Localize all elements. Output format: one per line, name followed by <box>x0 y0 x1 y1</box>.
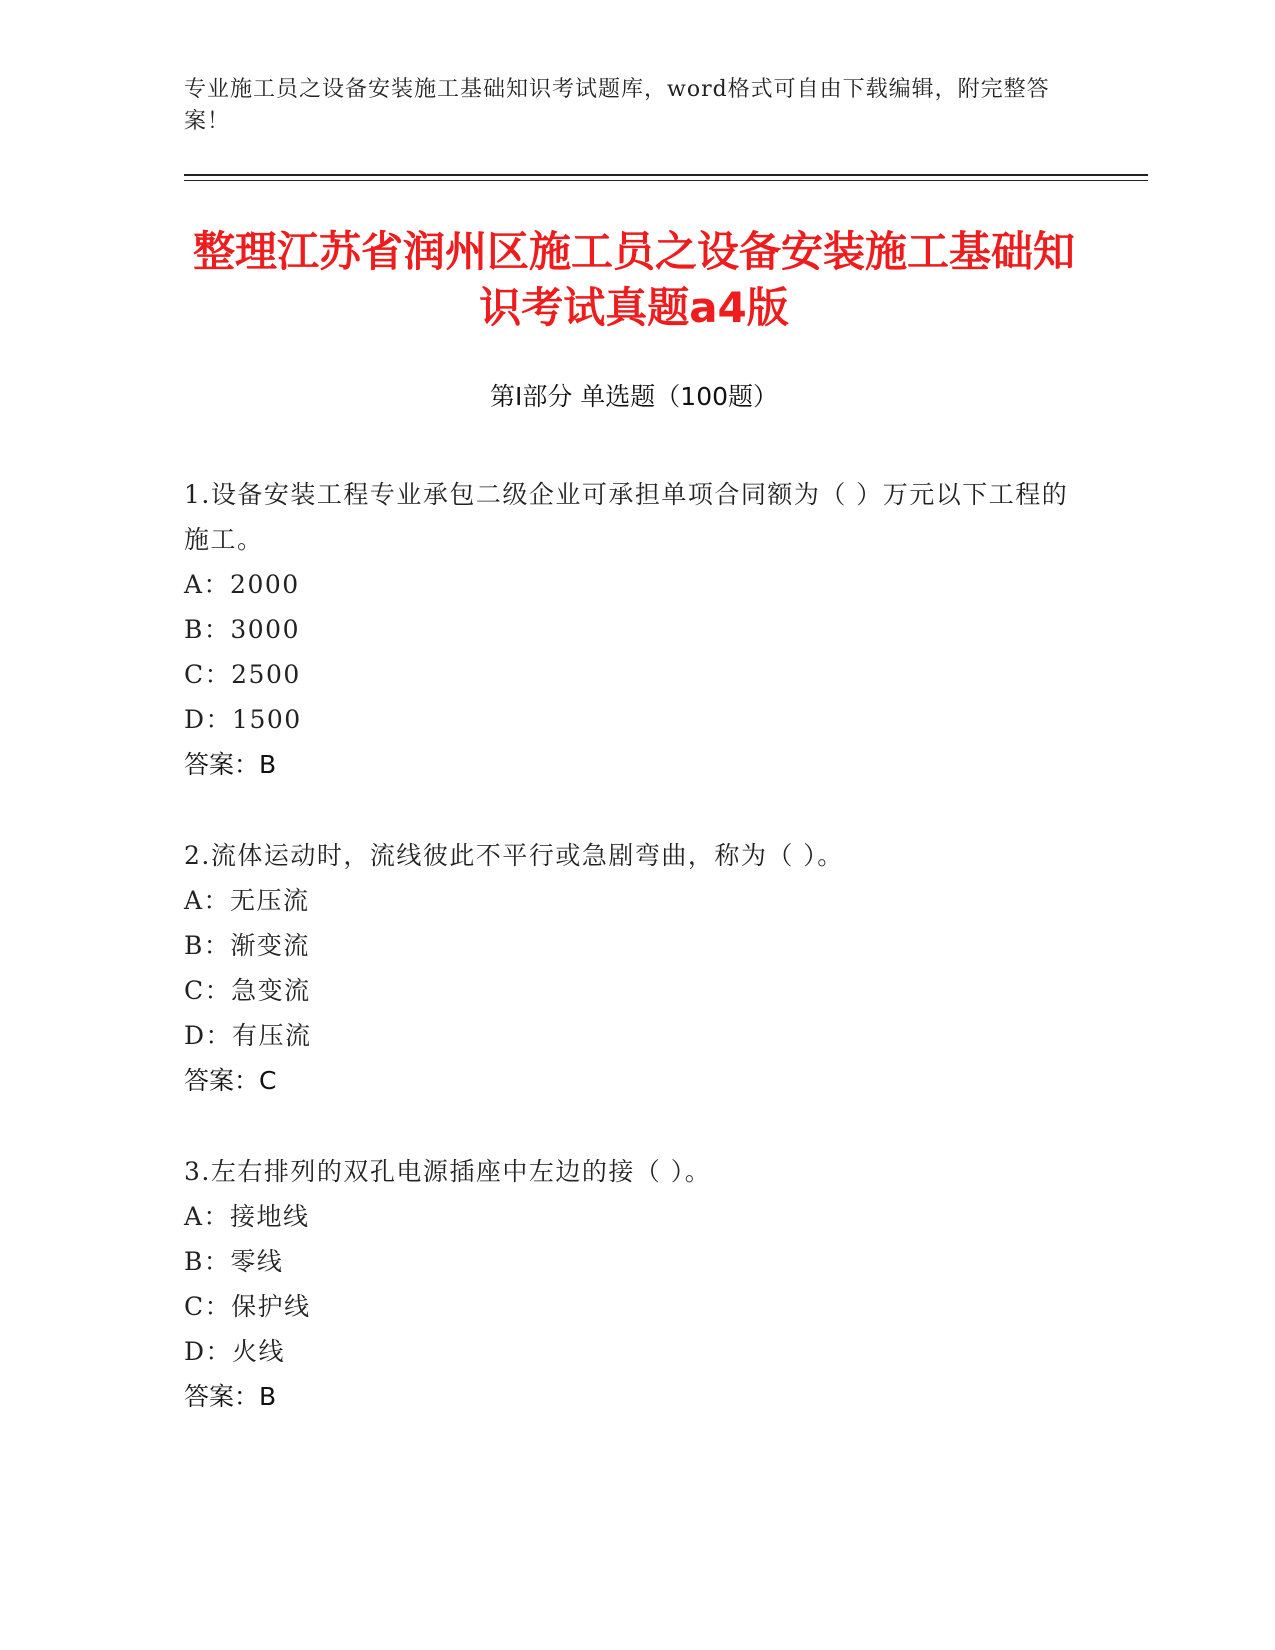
question-spacer <box>184 1103 1084 1149</box>
question-stem: 2.流体运动时，流线彼此不平行或急剧弯曲，称为（ ）。 <box>184 841 844 870</box>
option-d: D：1500 <box>184 705 302 734</box>
question-2 <box>184 833 1084 1103</box>
answer: 答案：B <box>184 750 277 779</box>
section-title: 第Ⅰ部分 单选题（100题） <box>489 382 779 411</box>
header-rule-thick <box>184 174 1148 176</box>
option-b: B：零线 <box>184 1247 284 1276</box>
option-a: A：接地线 <box>184 1202 310 1231</box>
answer: 答案：C <box>184 1066 277 1095</box>
question-3 <box>184 1149 1084 1419</box>
question-stem: 1.设备安装工程专业承包二级企业可承担单项合同额为（ ）万元以下工程的施工。 <box>184 480 1069 554</box>
option-c: C：急变流 <box>184 976 311 1005</box>
option-c: C：保护线 <box>184 1292 311 1321</box>
option-b: B：渐变流 <box>184 931 310 960</box>
answer: 答案：B <box>184 1382 277 1411</box>
header-note: 专业施工员之设备安装施工基础知识考试题库，word格式可自由下载编辑，附完整答案！ <box>184 77 1050 134</box>
question-list <box>184 472 1084 1419</box>
header-rule-thin <box>184 180 1148 181</box>
option-d: D：火线 <box>184 1337 286 1366</box>
option-c: C：2500 <box>184 660 301 689</box>
question-1 <box>184 472 1084 787</box>
question-stem: 3.左右排列的双孔电源插座中左边的接（ ）。 <box>184 1157 712 1186</box>
option-d: D：有压流 <box>184 1021 312 1050</box>
option-a: A：2000 <box>184 570 300 599</box>
option-b: B：3000 <box>184 615 300 644</box>
document-title: 整理江苏省润州区施工员之设备安装施工基础知识考试真题a4版 <box>192 227 1075 332</box>
question-spacer <box>184 787 1084 833</box>
option-a: A：无压流 <box>184 886 310 915</box>
